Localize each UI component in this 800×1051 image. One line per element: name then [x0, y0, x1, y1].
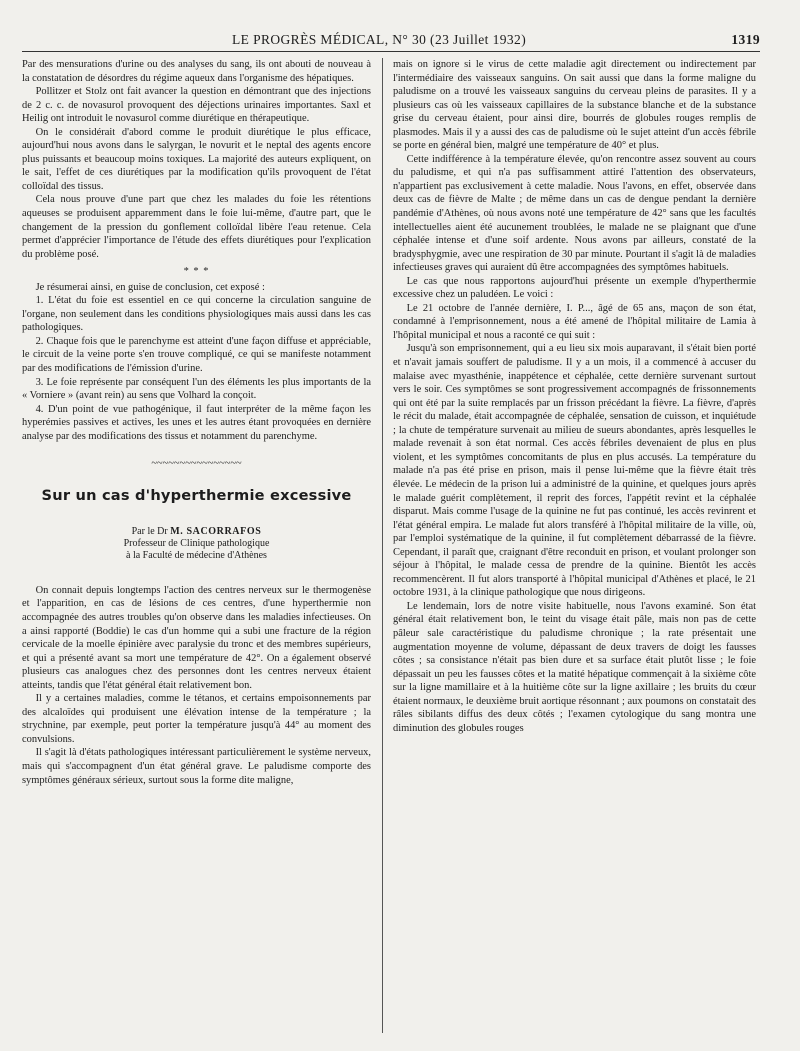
- conclusion-item: 3. Le foie représente par conséquent l'un des éléments les plus importants de la « Vorniere » (avant rein) au sens que Volhard la conçoit.: [22, 376, 371, 402]
- paragraph: Le 21 octobre de l'année dernière, I. P..., âgé de 65 ans, maçon de son état, condamné à l'emprisonnement, nous a été amené de l'hôpital militaire de Lamia à l'hôpital municipal et nous a raconté ce qui suit :: [393, 302, 756, 341]
- paragraph: Par des mensurations d'urine ou des analyses du sang, ils ont abouti de nouveau à la constatation de désordres du régime aqueux dans l'organisme des hépatiques.: [22, 59, 371, 84]
- paragraph: Il y a certaines maladies, comme le tétanos, et certains empoisonnements par des alcaloïdes qui produisent une élévation intense de la température ; la strychnine, par exemple, peut porter la température jusqu'à 44° au moment des convulsions.: [22, 693, 371, 745]
- paragraph: On le considérait d'abord comme le produit diurétique le plus efficace, aujourd'hui nous avons dans le salyrgan, le novurit et le neptal des agents encore plus puissants et beaucoup moins toxiques. La majorité des auteurs expliquent, on le sait, l'effet de ces diurétiques par la modification qu'ils provoquent de l'état colloïdal des tissus.: [22, 126, 371, 192]
- byline: [22, 525, 371, 538]
- page-header: [22, 30, 760, 52]
- paragraph: Pollitzer et Stolz ont fait avancer la question en démontrant que des injections de 2 c. c. de novasurol provoquent des déjections urinaires importantes. Saxl et Heilig ont introduit le novasurol comme diurétique en thérapeutique.: [22, 86, 371, 125]
- paragraph: Il s'agit là d'états pathologiques intéressant particulièrement le système nerveux, mais qui s'accompagnent d'un état général grave. Le paludisme comporte des symptômes généraux sérieux, surtout sous la forme dite maligne,: [22, 747, 371, 786]
- affiliation: [22, 538, 371, 563]
- right-column: [393, 58, 756, 735]
- affiliation-line: Professeur de Clinique pathologique: [123, 537, 270, 549]
- header-rule: [22, 51, 760, 52]
- author-name: M. SACORRAFOS: [170, 525, 262, 537]
- conclusion-item: 4. D'un point de vue pathogénique, il faut interpréter de la même façon les hyperémies passives et actives, les unes et les autres étant provoquées en dernière analyse par des modifications des tissus et notamment du parenchyme.: [22, 403, 371, 442]
- left-column: [22, 58, 371, 787]
- paragraph: Cette indifférence à la température élevée, qu'on rencontre assez souvent au cours du paludisme, et qui n'a pas suffisamment attiré l'attention des observateurs, n'appartient pas exclusivement à cette maladie. Nous l'avons, en effet, observée dans deux cas de fièvre de Malte ; de même dans un cas de dengue pendant la dernière pandémie d'Athènes, où nous avons noté une température de 42° sans que les facultés intellectuelles aient été aucunement troublées, le malade ne se plaignant que d'une céphalée intense et d'une soif ardente. Nous avons par ailleurs, constaté de la bradysphygmie, avec une respiration de 30 par minute. Pourtant il s'agit là de maladies infectieuses graves qui auraient dû être accompagnées des symptômes habituels.: [393, 153, 756, 274]
- conclusion-item: 1. L'état du foie est essentiel en ce qui concerne la circulation sanguine de l'organe, non seulement dans les conditions physiologiques mais aussi dans les cas pathologiques.: [22, 295, 371, 334]
- paragraph: Le cas que nous rapportons aujourd'hui présente un exemple d'hyperthermie excessive chez un paludéen. Le voici :: [393, 275, 756, 301]
- article-title: Sur un cas d'hyperthermie excessive: [41, 486, 352, 504]
- affiliation-line: à la Faculté de médecine d'Athènes: [126, 550, 267, 562]
- conclusion-item: 2. Chaque fois que le parenchyme est atteint d'une façon diffuse et appréciable, le circuit de la veine porte s'en trouve compliqué, ce qui se manifeste notamment par des modifications de l'émission d'urine.: [22, 335, 371, 375]
- paragraph: Cela nous prouve d'une part que chez les malades du foie les rétentions aqueuses se produisent apparemment dans le foie lui-même, d'autre part, que le changement de la pression du gonflement colloïdal libère l'eau retenue. Cela permet d'apprécier l'importance de l'étude des effets diurétiques pour l'explication du problème posé.: [22, 194, 371, 260]
- paragraph: Le lendemain, lors de notre visite habituelle, nous l'avons examiné. Son état général était relativement bon, le teint du visage était pâle, mais non pas de cette pâleur sale caractéristique du paludisme chronique ; la rate présentait une augmentation moyenne de volume, dépassant de deux travers de doigt les fausses côtes ; sa consistance n'était pas bien dure et sa surface était plutôt lisse ; le foie dépassait un peu les fausses côtes et la matité hépatique commençait à la sixième côte sur la ligne mamillaire et à la huitième côte sur la ligne axillaire ; les bruits du cœur étaient normaux, le deuxième bruit aortique résonnant ; aux poumons on constatait des râles sibilants diffus des deux côtés ; l'examen cytologique du sang montra une diminution des globules rouges: [393, 600, 756, 734]
- column-divider: [382, 58, 383, 1033]
- byline-prefix: Par le Dr: [131, 525, 168, 537]
- paragraph: On connait depuis longtemps l'action des centres nerveux sur le thermogenèse et l'apparition, en cas de lésions de ces centres, d'une hyperthermie non accompagnée des autres troubles qu'on observe dans les maladies infectieuses. On a ainsi rapporté (Boddie) le cas d'un homme qui a subi une fracture de la région cervicale de la moelle épinière avec paralysie du tronc et des membres supérieurs, et qui a présenté avant sa mort une température de 42°. On a également observé plusieurs cas analogues chez des personnes dont les centres nerveux étaient atteints, tandis que l'état général était relativement bon.: [22, 584, 371, 691]
- paragraph: mais on ignore si le virus de cette maladie agit directement ou indirectement par l'intermédiaire des vaisseaux sanguins. On sait aussi que dans la forme maligne du paludisme on a trouvé les vaisseaux sanguins du cerveau pleins de parasites. Il y a plusieurs cas où les vaisseaux capillaires de la substance blanche et de la substance grise du cerveau étaient, pour ainsi dire, bourrés de globules rouges remplis de plasmodes. Mais il y a aussi des cas de paludisme où le sujet atteint d'un accès fébrile se porte en général bien, malgré une température de 40° et plus.: [393, 59, 756, 152]
- page-number: 1319: [731, 32, 760, 47]
- running-title: LE PROGRÈS MÉDICAL, N° 30 (23 Juillet 1932): [232, 32, 527, 47]
- section-stars: * * *: [183, 266, 210, 278]
- paragraph: Jusqu'à son emprisonnement, qui a eu lieu six mois auparavant, il s'était bien porté et n'avait jamais souffert de paludisme. Il y a un mois, il a commencé à accuser du malaise avec myasthénie, inappétence et céphalée, cette dernière survenant surtout vers le soir. Ces symptômes se sont progressivement accompagnés de frissonnements qui ont été par la suite remplacés par un frisson précédant la fièvre. La fièvre, d'après le récit du malade, était accompagnée de céphalée, sensation de cuisson, et inquiétude ; la chute de température survenait au milieu de sueurs abondantes, après lesquelles le malade revenait à son état normal. Ces accès fébriles devenaient de plus en plus violent, et les symptômes concomitants de plus en plus accusés. La température du malade n'a pas été prise en prison, mais il pense lui-même que la fièvre était très élevée. Le médecin de la prison lui a administré de la quinine, et quelques jours après le malade guérit complètement, il reprit des forces, l'appétit revint et la céphalée disparut. Mais comme l'usage de la quinine ne fut pas continué, les accès revinrent et l'état général empira. Le malade fut alors transféré à l'hôpital militaire de la ville, où, par l'emploi systématique de la quinine, il fut complètement débarrassé de la fièvre. Cependant, il paraît que, craignant d'être reconduit en prison, et voulant prolonger son séjour à l'hôpital, le malade cessa de prendre de la quinine. Bientôt les accès recommencèrent. Il fut alors transporté à l'hôpital municipal d'Athènes et placé, le 21 octobre 1931, à la clinique pathologique que nous dirigeons.: [393, 343, 756, 599]
- paragraph: Je résumerai ainsi, en guise de conclusion, cet exposé :: [35, 281, 265, 293]
- article-separator: ~~~~~~~~~~~~~~~~: [151, 458, 242, 470]
